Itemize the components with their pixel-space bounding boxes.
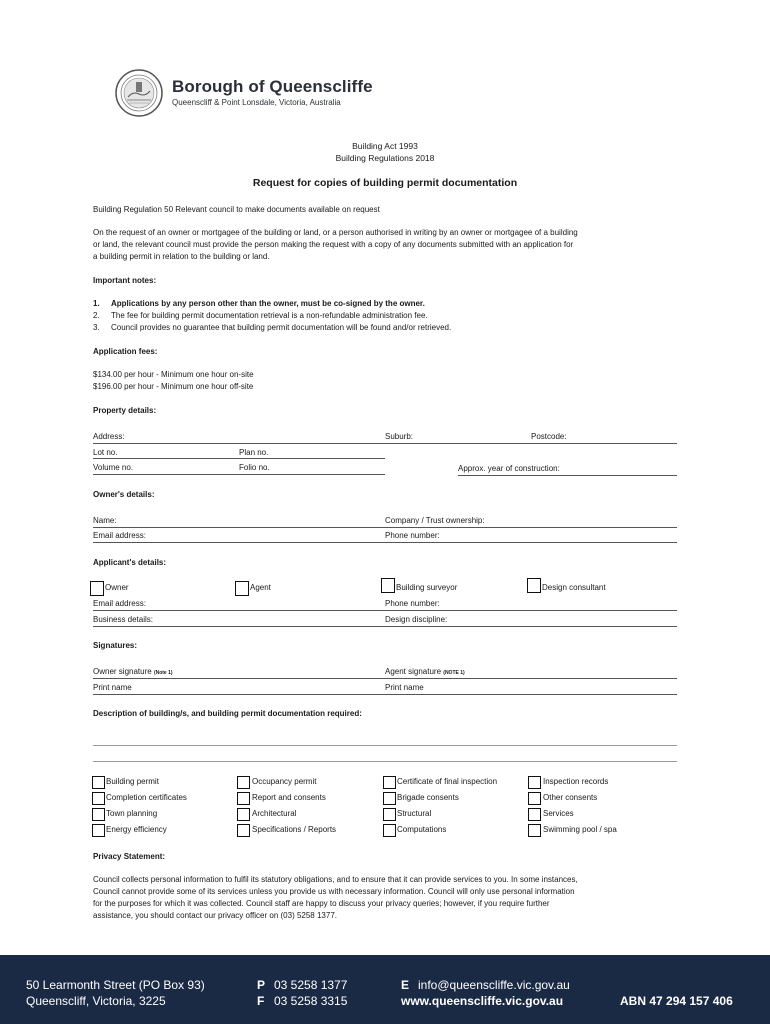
owner-heading: Owner's details: (93, 490, 155, 499)
doc-checkbox-label: Architectural (252, 809, 297, 818)
doc-checkbox[interactable] (383, 792, 396, 805)
design-consultant-label: Design consultant (542, 583, 606, 592)
doc-checkbox[interactable] (528, 824, 541, 837)
volume-label: Volume no. (93, 463, 134, 472)
description-line[interactable] (93, 745, 677, 746)
intro-line: or land, the relevant council must provide the person making the request with a copy of any documents submitted with an application for (93, 240, 574, 249)
doc-checkbox[interactable] (528, 808, 541, 821)
doc-checkbox-label: Other consents (543, 793, 598, 802)
print-name-label: Print name (385, 683, 424, 692)
applicant-email-field[interactable] (93, 610, 677, 611)
doc-checkbox-label: Occupancy permit (252, 777, 317, 786)
suburb-label: Suburb: (385, 432, 414, 441)
doc-checkbox[interactable] (92, 824, 105, 837)
design-consultant-checkbox[interactable] (527, 578, 541, 593)
doc-checkbox-label: Inspection records (543, 777, 609, 786)
email-label: E (401, 978, 410, 992)
footer-fax: 03 5258 3315 (274, 994, 348, 1008)
business-field[interactable] (93, 626, 677, 627)
doc-checkbox-label: Specifications / Reports (252, 825, 337, 834)
borough-seal-icon (115, 69, 163, 117)
doc-checkbox[interactable] (528, 792, 541, 805)
discipline-label: Design discipline: (385, 615, 448, 624)
note-item (93, 298, 451, 310)
applicant-email-label: Email address: (93, 599, 146, 608)
footer-phone: 03 5258 1377 (274, 978, 348, 992)
doc-checkbox[interactable] (92, 776, 105, 789)
doc-checkbox-label: Brigade consents (397, 793, 459, 802)
footer-address-line2: Queenscliff, Victoria, 3225 (26, 994, 166, 1008)
description-heading: Description of building/s, and building permit documentation required: (93, 709, 362, 718)
fee-offsite: $196.00 per hour - Minimum one hour off-site (93, 382, 254, 391)
building-surveyor-label: Building surveyor (396, 583, 458, 592)
doc-checkbox-label: Certificate of final inspection (397, 777, 498, 786)
doc-checkbox[interactable] (92, 808, 105, 821)
address-label: Address: (93, 432, 125, 441)
owner-checkbox[interactable] (90, 581, 104, 596)
phone-label: P (257, 978, 266, 992)
doc-checkbox[interactable] (383, 824, 396, 837)
notes-list (93, 298, 451, 334)
agent-signature-text: Agent signature (385, 667, 442, 676)
notes-heading: Important notes: (93, 276, 157, 285)
note-number: 2. (93, 311, 100, 320)
doc-checkbox-label: Structural (397, 809, 432, 818)
doc-checkbox-label: Building permit (106, 777, 159, 786)
folio-label: Folio no. (239, 463, 270, 472)
volume-folio-field[interactable] (93, 474, 385, 475)
lot-plan-field[interactable] (93, 458, 385, 459)
owner-signature-note: (Note 1) (153, 670, 173, 676)
doc-checkbox-label: Computations (397, 825, 447, 834)
intro-line: On the request of an owner or mortgagee of the building or land, or a person authorised in writing by an owner or mortgagee of a building (93, 228, 578, 237)
doc-checkbox-label: Energy efficiency (106, 825, 167, 834)
footer-bar (0, 955, 770, 1024)
fees-heading: Application fees: (93, 347, 158, 356)
note-item (93, 322, 451, 334)
privacy-line: assistance, you should contact our privacy officer on (03) 5258 1377. (93, 911, 337, 920)
regulation-line: Building Regulation 50 Relevant council to make documents available on request (93, 205, 380, 214)
owner-email-label: Email address: (93, 531, 146, 540)
doc-checkbox-label: Completion certificates (106, 793, 187, 802)
agent-checkbox-label: Agent (250, 583, 271, 592)
print-name-field[interactable] (93, 694, 677, 695)
org-location: Queenscliff & Point Lonsdale, Victoria, Australia (172, 98, 341, 107)
privacy-heading: Privacy Statement: (93, 852, 166, 861)
doc-checkbox[interactable] (237, 824, 250, 837)
company-label: Company / Trust ownership: (385, 516, 485, 525)
doc-checkbox-label: Services (543, 809, 574, 818)
address-field[interactable] (93, 443, 677, 444)
building-surveyor-checkbox[interactable] (381, 578, 395, 593)
note-text: Council provides no guarantee that building permit documentation will be found and/or retrieved. (111, 323, 452, 332)
signature-field[interactable] (93, 678, 677, 679)
doc-checkbox[interactable] (383, 808, 396, 821)
applicant-heading: Applicant's details: (93, 558, 167, 567)
agent-signature-note: (NOTE 1) (443, 670, 465, 676)
owner-email-field[interactable] (93, 542, 677, 543)
doc-checkbox[interactable] (237, 776, 250, 789)
year-label: Approx. year of construction: (458, 464, 560, 473)
doc-checkbox-label: Swimming pool / spa (543, 825, 617, 834)
doc-checkbox[interactable] (237, 808, 250, 821)
doc-checkbox-label: Town planning (106, 809, 158, 818)
privacy-paragraph (93, 874, 683, 922)
fee-onsite: $134.00 per hour - Minimum one hour on-site (93, 370, 254, 379)
legislation-act: Building Act 1993 (352, 141, 418, 151)
doc-checkbox[interactable] (383, 776, 396, 789)
doc-checkbox[interactable] (92, 792, 105, 805)
property-heading: Property details: (93, 406, 157, 415)
org-name: Borough of Queenscliffe (172, 77, 373, 96)
owner-checkbox-label: Owner (105, 583, 129, 592)
owner-signature-text: Owner signature (93, 667, 152, 676)
privacy-line: Council collects personal information to fulfil its statutory obligations, and to ensure that it can provide services to you. In some instances, (93, 875, 578, 884)
signatures-heading: Signatures: (93, 641, 138, 650)
privacy-line: for the purposes for which it was collected. Council staff are happy to discuss your privacy queries; however, if you require further (93, 899, 550, 908)
doc-checkbox[interactable] (237, 792, 250, 805)
applicant-phone-label: Phone number: (385, 599, 440, 608)
legislation-regulations: Building Regulations 2018 (335, 153, 435, 163)
doc-checkbox[interactable] (528, 776, 541, 789)
note-number: 1. (93, 299, 100, 308)
description-line[interactable] (93, 761, 677, 762)
note-item (93, 310, 451, 322)
agent-checkbox[interactable] (235, 581, 249, 596)
privacy-line: Council cannot provide some of its services unless you provide us with necessary information. Council will only use personal information (93, 887, 575, 896)
year-field[interactable] (458, 475, 677, 476)
lot-label: Lot no. (93, 448, 118, 457)
footer-email[interactable]: info@queenscliffe.vic.gov.au (418, 978, 570, 992)
note-text: The fee for building permit documentation retrieval is a non-refundable administration fee. (111, 311, 428, 320)
footer-abn: ABN 47 294 157 406 (620, 994, 733, 1008)
intro-paragraph (93, 227, 683, 263)
footer-website[interactable]: www.queenscliffe.vic.gov.au (401, 994, 564, 1008)
owner-phone-label: Phone number: (385, 531, 440, 540)
owner-name-label: Name: (93, 516, 117, 525)
footer-address-line1: 50 Learmonth Street (PO Box 93) (26, 978, 205, 992)
plan-label: Plan no. (239, 448, 269, 457)
postcode-label: Postcode: (531, 432, 567, 441)
business-label: Business details: (93, 615, 154, 624)
note-number: 3. (93, 323, 100, 332)
owner-name-field[interactable] (93, 527, 677, 528)
fax-label: F (257, 994, 265, 1008)
print-name-label: Print name (93, 683, 132, 692)
doc-checkbox-label: Report and consents (252, 793, 326, 802)
intro-line: a building permit in relation to the building or land. (93, 252, 270, 261)
page-title: Request for copies of building permit documentation (252, 177, 518, 189)
note-text: Applications by any person other than the owner, must be co-signed by the owner. (111, 299, 425, 308)
